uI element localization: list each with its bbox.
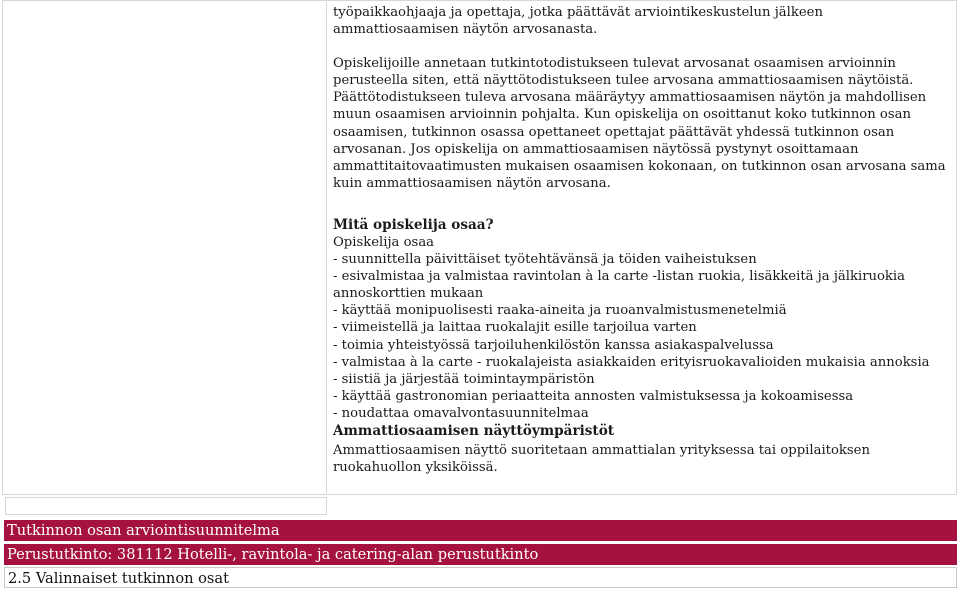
environment-heading: Ammattiosaamisen näyttöympäristöt: [333, 422, 615, 439]
skills-heading: Mitä opiskelija osaa?: [333, 216, 494, 233]
left-empty-cell: [5, 497, 327, 515]
skill-item: - viimeistellä ja laittaa ruokalajit esille tarjoilua varten: [333, 320, 697, 336]
skill-item: - käyttää gastronomian periaatteita annosten valmistuksessa ja kokoamisessa: [333, 388, 854, 404]
skill-item: - noudattaa omavalvontasuunnitelmaa: [333, 405, 589, 421]
skills-list: [333, 251, 951, 422]
assessment-content: [333, 4, 951, 476]
environment-text: Ammattiosaamisen näyttö suoritetaan ammattialan yrityksessa tai oppilaitoksen ruokahuollon yksiköissä.: [333, 442, 870, 476]
left-column-cell: [5, 2, 327, 493]
skills-intro: Opiskelija osaa: [333, 234, 435, 250]
degree-bar: Perustutkinto: 381112 Hotelli-, ravintola- ja catering-alan perustutkinto: [4, 544, 957, 565]
skill-item: - käyttää monipuolisesti raaka-aineita ja ruoanvalmistusmenetelmiä: [333, 303, 787, 319]
plan-title-bar: Tutkinnon osan arviointisuunnitelma: [4, 520, 957, 541]
skill-item: - esivalmistaa ja valmistaa ravintolan à la carte -listan ruokia, lisäkkeitä ja jälkiruokia annoskorttien mukaan: [333, 269, 906, 302]
intro-paragraph: työpaikkaohjaaja ja opettaja, jotka päättävät arviointikeskustelun jälkeen ammattiosaamisen näytön arvosanasta.: [333, 5, 823, 38]
section-bar: 2.5 Valinnaiset tutkinnon osat: [4, 567, 957, 588]
grading-paragraph: Opiskelijoille annetaan tutkintotodistukseen tulevat arvosanat osaamisen arvioinnin perusteella siten, että näyttötodistukseen tulee arvosana ammattiosaamisen näytöistä. Päättötodistukseen tuleva arvosana määräytyy ammattiosaamisen näytön ja mahdollisen muun osaamisen arvioinnin pohjalta. Kun opiskelija on osoittanut koko tutkinnon osan osaamisen, tutkinnon osassa opettaneet opettajat päättävät yhdessä tutkinnon osan arvosanan. Jos opiskelija on ammattiosaamisen näytössä pystynyt osoittamaan ammattitaitovaatimusten mukaisen osaamisen kokonaan, on tutkinnon osan arvosana sama kuin ammattiosaamisen näytön arvosana.: [333, 56, 946, 191]
skill-item: - valmistaa à la carte - ruokalajeista asiakkaiden erityisruokavalioiden mukaisia annoksia: [333, 354, 930, 370]
skill-item: - suunnittella päivittäiset työtehtävänsä ja töiden vaiheistuksen: [333, 252, 757, 268]
skill-item: - siistiä ja järjestää toimintaympäristön: [333, 371, 595, 387]
skill-item: - toimia yhteistyössä tarjoiluhenkilöstön kanssa asiakaspalvelussa: [333, 337, 774, 353]
